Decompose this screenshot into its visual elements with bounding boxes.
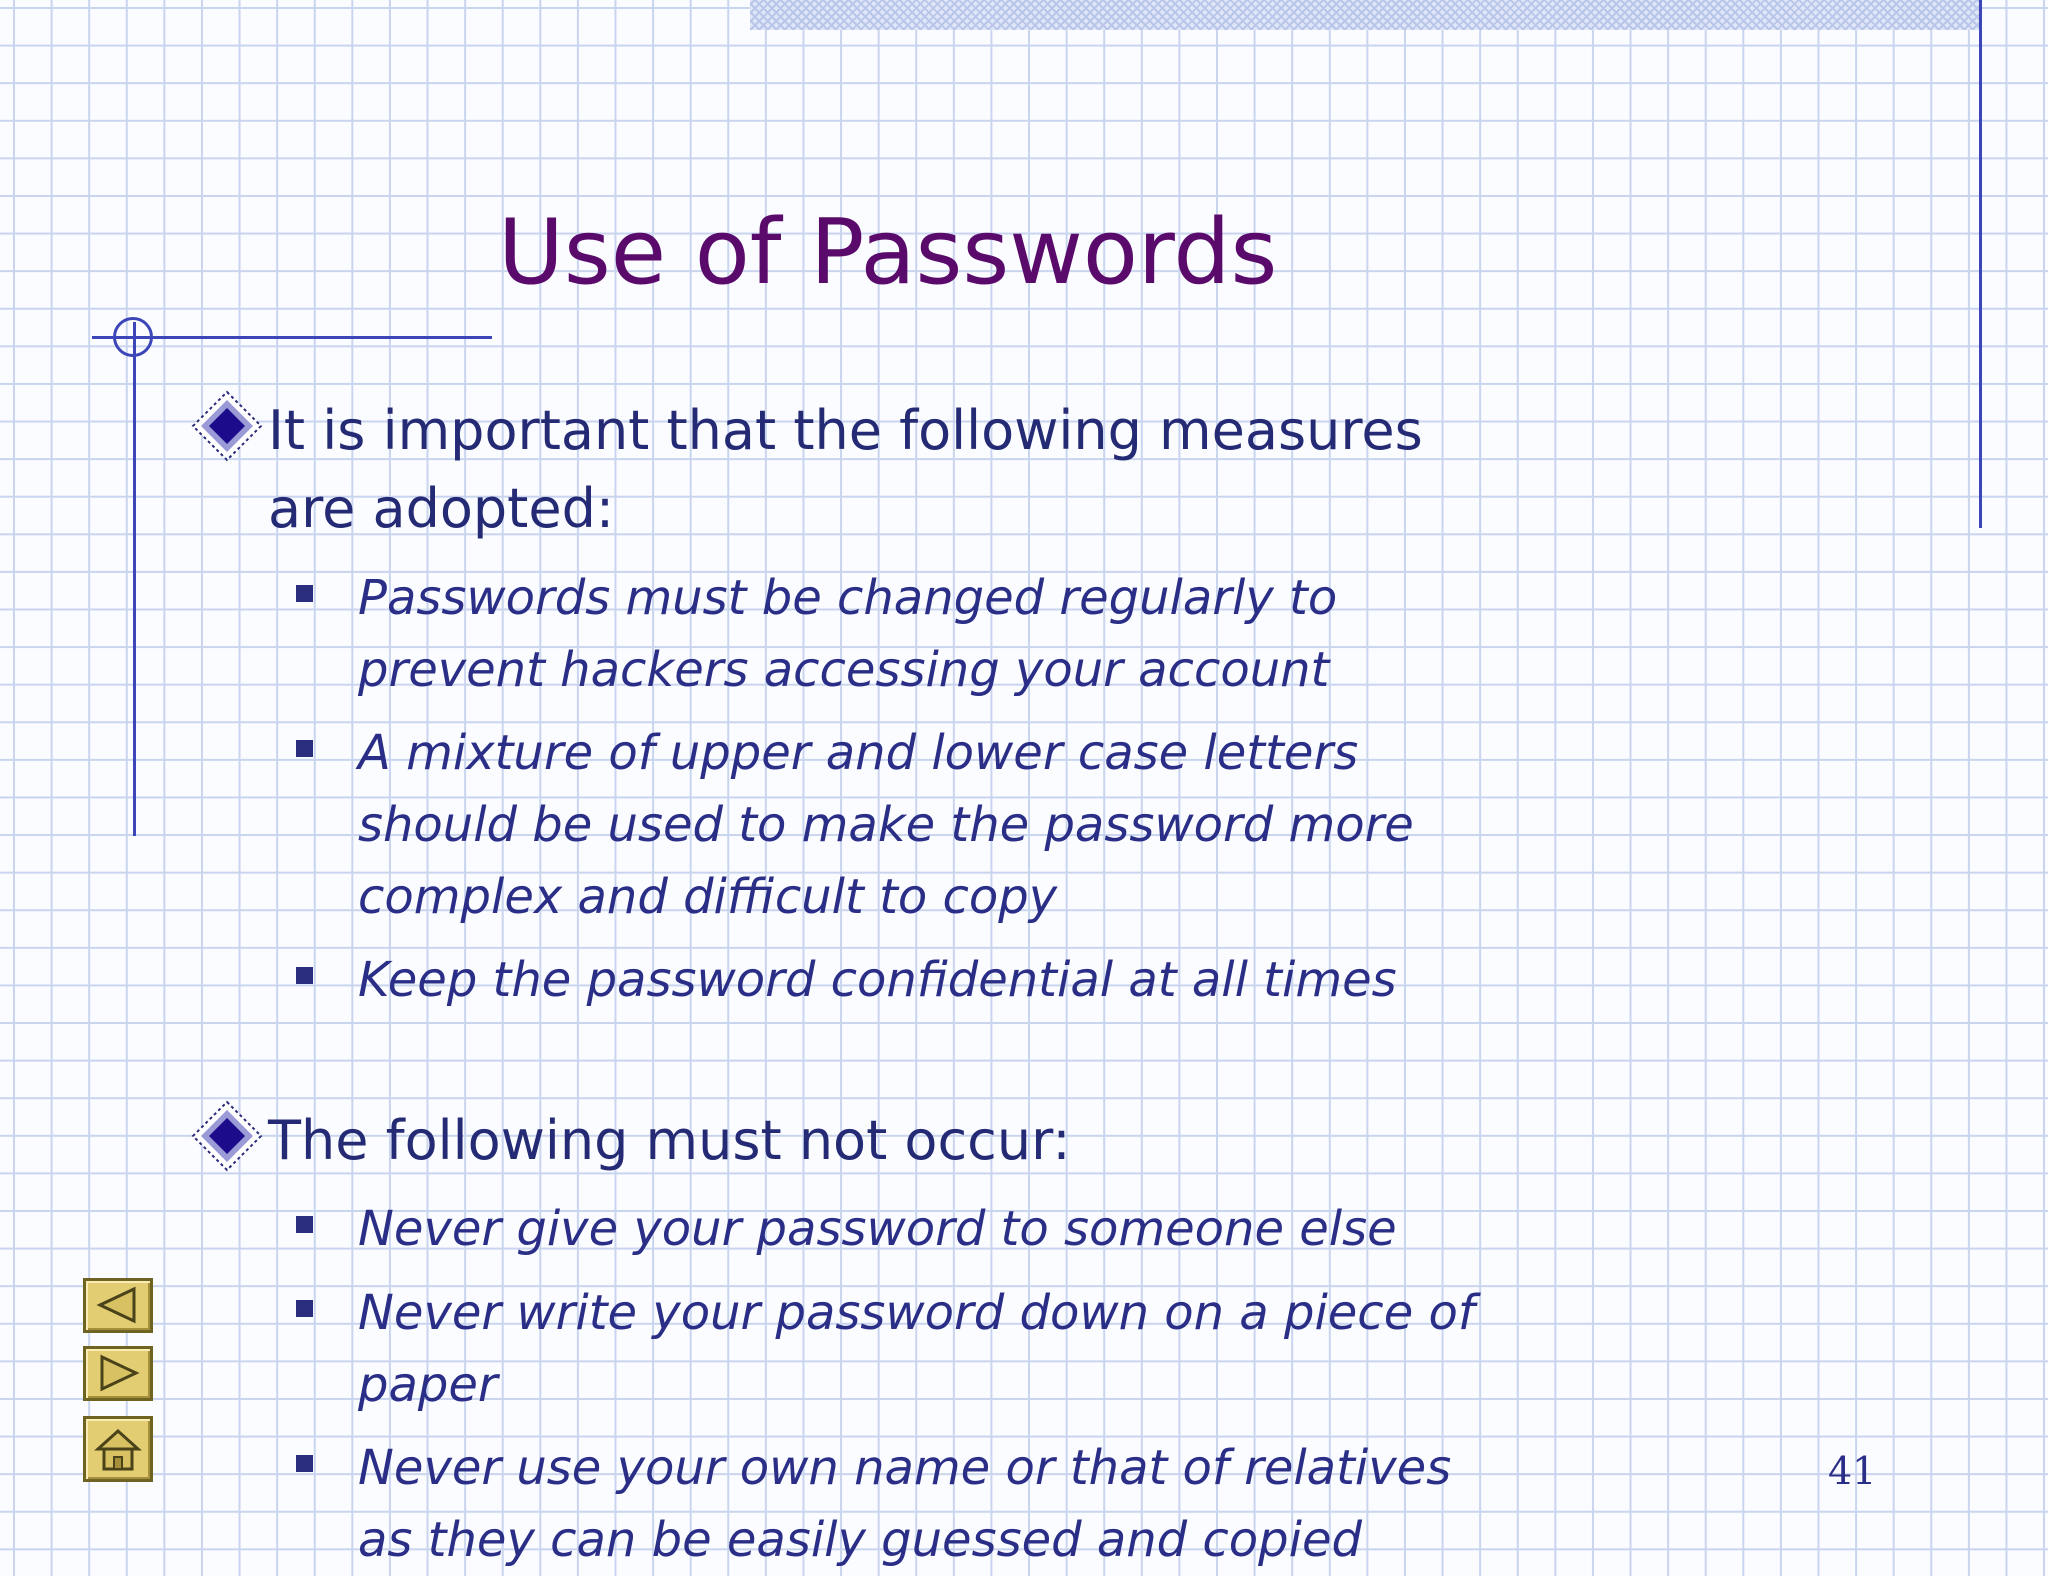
diamond-bullet-icon xyxy=(191,1100,263,1172)
next-slide-button[interactable] xyxy=(83,1346,153,1401)
diamond-bullet-icon xyxy=(191,390,263,462)
bullet-text-line: It is important that the following measures xyxy=(268,399,1423,462)
right-triangle-icon xyxy=(86,1349,150,1398)
sub-bullet-text-line: paper xyxy=(358,1357,498,1413)
house-icon xyxy=(86,1419,150,1479)
sub-bullet-text-line: Never use your own name or that of relatives xyxy=(358,1440,1452,1496)
sub-bullet-text-line: Passwords must be changed regularly to xyxy=(358,570,1338,626)
right-accent-line xyxy=(1979,0,1982,528)
sub-bullet-text-line: Never write your password down on a piece of xyxy=(358,1285,1475,1341)
left-accent-line xyxy=(133,322,136,836)
home-slide-button[interactable] xyxy=(83,1416,153,1482)
square-bullet-icon xyxy=(296,585,313,602)
square-bullet-icon xyxy=(296,740,313,757)
square-bullet-icon xyxy=(296,1300,313,1317)
crosshair-circle xyxy=(113,317,153,357)
sub-bullet-text-line: Keep the password confidential at all times xyxy=(358,952,1397,1008)
sub-bullet-text-line: complex and difficult to copy xyxy=(358,869,1058,925)
bullet-text-line: The following must not occur: xyxy=(268,1109,1071,1172)
square-bullet-icon xyxy=(296,967,313,984)
previous-slide-button[interactable] xyxy=(83,1278,153,1333)
slide-title: Use of Passwords xyxy=(498,200,1278,305)
left-triangle-icon xyxy=(86,1281,150,1330)
bullet-text-line: are adopted: xyxy=(268,477,615,540)
sub-bullet-text-line: prevent hackers accessing your account xyxy=(358,642,1330,698)
sub-bullet-text-line: should be used to make the password more xyxy=(358,797,1414,853)
sub-bullet-text-line: Never give your password to someone else xyxy=(358,1201,1397,1257)
sub-bullet-text-line: as they can be easily guessed and copied xyxy=(358,1512,1362,1568)
page-number: 41 xyxy=(1828,1449,1877,1493)
top-decorative-band xyxy=(750,0,1982,30)
square-bullet-icon xyxy=(296,1455,313,1472)
sub-bullet-text-line: A mixture of upper and lower case letters xyxy=(358,725,1359,781)
square-bullet-icon xyxy=(296,1216,313,1233)
